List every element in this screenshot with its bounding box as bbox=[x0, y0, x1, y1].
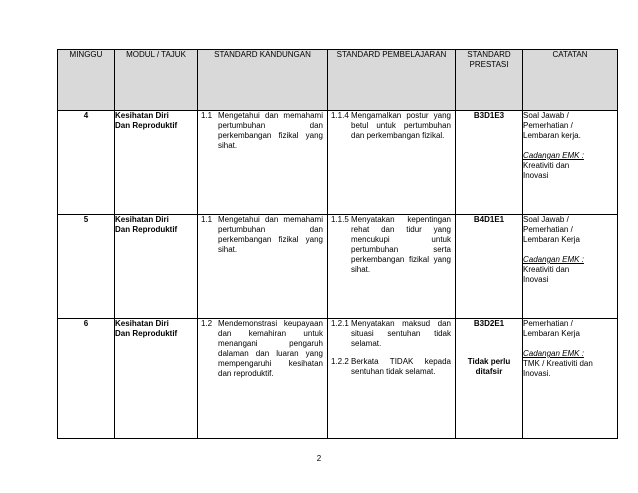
catatan-cell bbox=[523, 319, 618, 439]
header-catatan: CATATAN bbox=[523, 50, 618, 111]
standard-kandungan-cell bbox=[198, 319, 328, 439]
minggu-cell: 5 bbox=[58, 215, 115, 319]
prestasi-note-line: ditafsir bbox=[475, 367, 503, 376]
header-row bbox=[58, 50, 618, 111]
emk-line: TMK / Kreativiti dan bbox=[523, 359, 593, 368]
prestasi-cell: B3D1E3 bbox=[456, 111, 523, 215]
sk-number: 1.1 bbox=[201, 111, 213, 120]
sp-text: Berkata TIDAK kepada sentuhan tidak selamat. bbox=[351, 357, 451, 376]
page-number: 2 bbox=[316, 454, 322, 463]
lesson-plan-table bbox=[57, 49, 618, 439]
header-prestasi-line2: PRESTASI bbox=[469, 60, 509, 69]
prestasi-cell bbox=[456, 319, 523, 439]
modul-line: Kesihatan Diri bbox=[115, 319, 169, 328]
header-modul: MODUL / TAJUK bbox=[115, 50, 198, 111]
sp-number: 1.1.5 bbox=[331, 215, 349, 224]
standard-pembelajaran-cell bbox=[328, 111, 456, 215]
catatan-line: Pemerhatian / bbox=[523, 225, 573, 234]
modul-line: Dan Reproduktif bbox=[115, 225, 178, 234]
emk-label: Cadangan EMK : bbox=[523, 151, 584, 160]
catatan-cell bbox=[523, 215, 618, 319]
emk-line: Inovasi bbox=[523, 275, 549, 284]
sp-text: Menyatakan kepentingan rehat dan tidur yang mencukupi untuk pertumbuhan serta perkembangan fizikal yang sihat. bbox=[351, 215, 451, 274]
catatan-cell bbox=[523, 111, 618, 215]
sp-number: 1.2.2 bbox=[331, 357, 349, 366]
prestasi-cell: B4D1E1 bbox=[456, 215, 523, 319]
catatan-line: Pemerhatian / bbox=[523, 319, 573, 328]
modul-line: Dan Reproduktif bbox=[115, 329, 178, 338]
table-row bbox=[58, 215, 618, 319]
standard-pembelajaran-cell bbox=[328, 319, 456, 439]
sp-number: 1.1.4 bbox=[331, 111, 349, 120]
sp-text: Mengamalkan postur yang betul untuk pertumbuhan dan perkembangan fizikal. bbox=[351, 111, 451, 140]
emk-line: Kreativiti dan bbox=[523, 265, 570, 274]
catatan-line: Lembaran Kerja bbox=[523, 235, 580, 244]
emk-label: Cadangan EMK : bbox=[523, 255, 584, 264]
prestasi-code: B3D2E1 bbox=[473, 319, 505, 328]
modul-cell bbox=[115, 111, 198, 215]
sk-number: 1.1 bbox=[201, 215, 213, 224]
emk-line: Inovasi. bbox=[523, 369, 551, 378]
minggu-cell: 4 bbox=[58, 111, 115, 215]
catatan-line: Soal Jawab / bbox=[523, 111, 569, 120]
sp-text: Menyatakan maksud dan situasi sentuhan tidak selamat. bbox=[351, 319, 451, 348]
table-row bbox=[58, 319, 618, 439]
sk-text: Mengetahui dan memahami pertumbuhan dan perkembangan fizikal yang sihat. bbox=[218, 111, 323, 150]
sp-number: 1.2.1 bbox=[331, 319, 349, 328]
modul-line: Kesihatan Diri bbox=[115, 215, 169, 224]
emk-label: Cadangan EMK : bbox=[523, 349, 584, 358]
standard-kandungan-cell bbox=[198, 111, 328, 215]
catatan-line: Soal Jawab / bbox=[523, 215, 569, 224]
header-prestasi-line1: STANDARD bbox=[467, 50, 511, 59]
sk-text: Mendemonstrasi keupayaan dan kemahiran untuk menangani pengaruh dalaman dan luaran yang mempengaruhi kesihatan dan reproduktif. bbox=[218, 319, 323, 378]
header-standard-pembelajaran: STANDARD PEMBELAJARAN bbox=[328, 50, 456, 111]
emk-line: Kreativiti dan bbox=[523, 161, 570, 170]
table-row bbox=[58, 111, 618, 215]
standard-kandungan-cell bbox=[198, 215, 328, 319]
modul-cell bbox=[115, 319, 198, 439]
catatan-line: Lembaran kerja. bbox=[523, 131, 581, 140]
header-standard-kandungan: STANDARD KANDUNGAN bbox=[198, 50, 328, 111]
emk-line: Inovasi bbox=[523, 171, 549, 180]
sk-number: 1.2 bbox=[201, 319, 213, 328]
modul-line: Kesihatan Diri bbox=[115, 111, 169, 120]
minggu-cell: 6 bbox=[58, 319, 115, 439]
modul-cell bbox=[115, 215, 198, 319]
catatan-line: Pemerhatian / bbox=[523, 121, 573, 130]
sk-text: Mengetahui dan memahami pertumbuhan dan perkembangan fizikal yang sihat. bbox=[218, 215, 323, 254]
header-standard-prestasi bbox=[456, 50, 523, 111]
standard-pembelajaran-cell bbox=[328, 215, 456, 319]
prestasi-note-line: Tidak perlu bbox=[467, 357, 511, 366]
modul-line: Dan Reproduktif bbox=[115, 121, 178, 130]
prestasi-note bbox=[456, 357, 522, 377]
header-minggu: MINGGU bbox=[58, 50, 115, 111]
catatan-line: Lembaran Kerja bbox=[523, 329, 580, 338]
